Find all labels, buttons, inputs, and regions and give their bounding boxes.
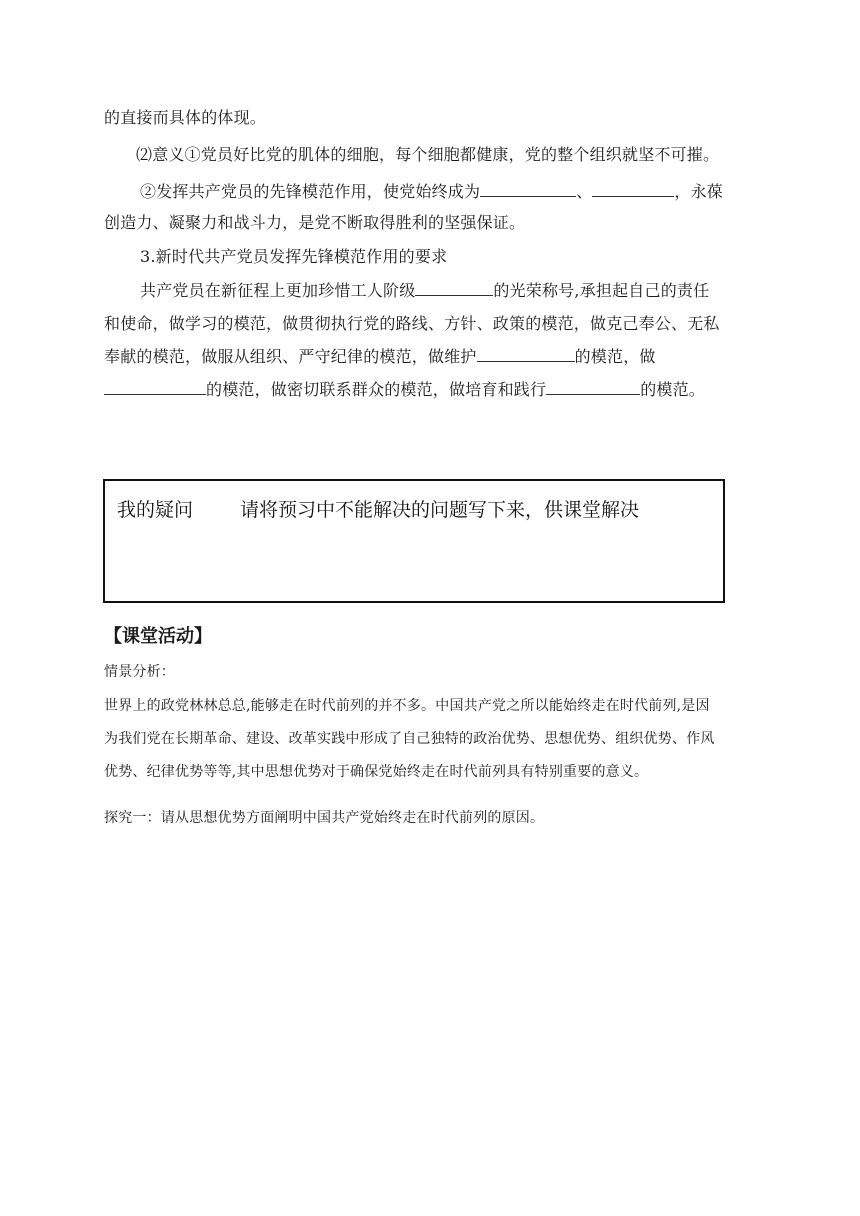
text: 奉献的模范，做服从组织、严守纪律的模范，做维护 — [104, 347, 477, 366]
scenario-label — [104, 662, 764, 682]
section-title — [140, 247, 800, 267]
activity-heading: 【课堂活动】 — [104, 626, 212, 647]
question-box-hint: 请将预习中不能解决的问题写下来，供课堂解决 — [240, 499, 640, 521]
fill-blank[interactable] — [104, 380, 206, 395]
fill-blank[interactable] — [592, 182, 674, 197]
text: 的光荣称号,承担起自己的责任 — [493, 281, 710, 300]
fill-blank[interactable] — [480, 182, 576, 197]
text: 情景分析： — [104, 664, 175, 680]
significance-line — [136, 145, 796, 165]
fill-blank[interactable] — [477, 347, 575, 362]
text: 探究一：请从思想优势方面阐明中国共产党始终走在时代前列的原因。 — [104, 810, 545, 826]
text: 的直接而具体的体现。 — [104, 108, 267, 127]
text: 优势、纪律优势等等,其中思想优势对于确保党始终走在时代前列具有特别重要的意义。 — [104, 764, 649, 780]
text: 的模范。 — [640, 380, 706, 399]
fill-blank[interactable] — [415, 281, 493, 296]
text-line — [140, 182, 800, 202]
text: 3.新时代共产党员发挥先锋模范作用的要求 — [140, 247, 448, 266]
text-line — [104, 213, 764, 233]
scenario-text — [104, 729, 764, 749]
scenario-text — [104, 696, 764, 716]
text: 的模范，做 — [574, 347, 656, 366]
text-line — [104, 380, 764, 400]
fill-blank[interactable] — [546, 380, 640, 395]
text: 的模范，做密切联系群众的模范，做培育和践行 — [206, 380, 547, 399]
text: 和使命，做学习的模范，做贯彻执行党的路线、方针、政策的模范，做克己奉公、无私 — [104, 314, 720, 333]
text-line — [104, 108, 764, 128]
text: 创造力、凝聚力和战斗力，是党不断取得胜利的坚强保证。 — [104, 213, 526, 232]
text: ②发挥共产党员的先锋模范作用，使党始终成为 — [140, 182, 481, 201]
question-box-title: 我的疑问 — [117, 499, 194, 521]
scenario-text — [104, 762, 764, 782]
text: 世界上的政党林林总总,能够走在时代前列的并不多。中国共产党之所以能始终走在时代前列,是因 — [104, 698, 710, 714]
explore-question — [104, 808, 764, 828]
question-box[interactable] — [103, 479, 725, 603]
text: ，永葆 — [674, 182, 724, 201]
text-line — [140, 281, 800, 301]
text-line — [104, 347, 764, 367]
text: 、 — [576, 182, 593, 201]
text: 为我们党在长期革命、建设、改革实践中形成了自己独特的政治优势、思想优势、组织优势、作风 — [104, 731, 715, 747]
text: 共产党员在新征程上更加珍惜工人阶级 — [140, 281, 416, 300]
text-line — [104, 314, 764, 334]
text: ⑵意义①党员好比党的肌体的细胞，每个细胞都健康，党的整个组织就坚不可摧。 — [136, 145, 720, 164]
